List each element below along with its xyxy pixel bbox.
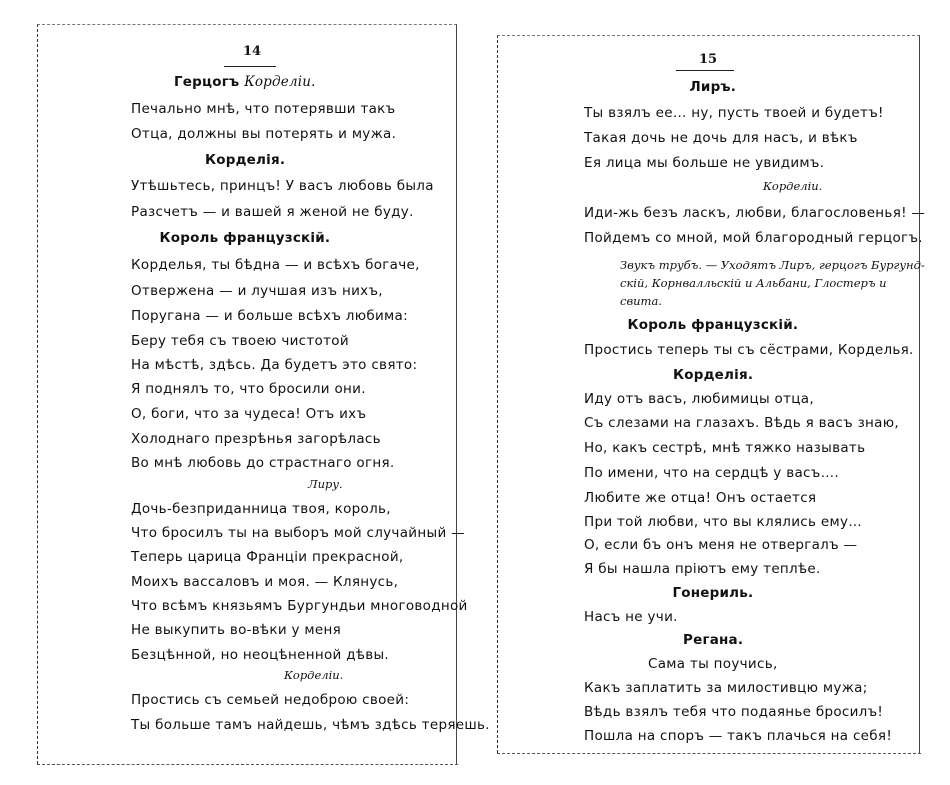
- verse-line: Простись съ семьей недоброю своей:: [131, 692, 410, 708]
- verse-line: Безцѣнной, но неоцѣненной дѣвы.: [131, 647, 390, 663]
- verse-line: Иди-жь безъ ласкъ, любви, благословенья! —: [584, 205, 926, 221]
- verse-line: Что бросилъ ты на выборъ мой случайный —: [131, 525, 465, 541]
- stage-direction: Лиру.: [308, 477, 343, 491]
- verse-line: Вѣдь взялъ тебя что подаянье бросилъ!: [584, 704, 884, 720]
- verse-line: Утѣшьтесь, принцъ! У васъ любовь была: [131, 178, 434, 194]
- verse-line: Не выкупить во-вѣки у меня: [131, 622, 342, 638]
- verse-line: Поругана — и больше всѣхъ любима:: [131, 308, 408, 324]
- verse-line: При той любви, что вы клялись ему…: [584, 514, 863, 530]
- speaker-name: Корделiя.: [205, 152, 286, 168]
- right-page-number: 15: [699, 52, 718, 67]
- speaker-name: Регана.: [683, 632, 744, 648]
- verse-line: Насъ не учи.: [584, 609, 678, 625]
- stage-direction: скiй, Корнвалльскiй и Альбани, Глостеръ и: [620, 276, 887, 290]
- verse-line: Во мнѣ любовь до страстнаго огня.: [131, 455, 395, 471]
- stage-direction: Корделiи.: [284, 668, 344, 682]
- verse-line: Корделья, ты бѣдна — и всѣхъ богаче,: [131, 257, 420, 273]
- speaker-name: Король французскiй.: [627, 317, 799, 333]
- verse-line: Простись теперь ты съ сёстрами, Корделья.: [584, 342, 914, 358]
- verse-line: Беру тебя съ твоею чистотой: [131, 333, 349, 349]
- left-page-bottom-rule: [37, 764, 458, 765]
- verse-line: Ты больше тамъ найдешь, чѣмъ здѣсь теряешь.: [131, 717, 490, 733]
- verse-line: О, если бъ онъ меня не отвергалъ —: [584, 537, 858, 553]
- verse-line: Разсчетъ — и вашей я женой не буду.: [131, 204, 414, 220]
- verse-line: Холоднаго презрѣнья загорѣлась: [131, 431, 381, 447]
- verse-line: Ты взялъ ее… ну, пусть твоей и будетъ!: [584, 105, 884, 121]
- verse-line: Моихъ вассаловъ и моя. — Клянусь,: [131, 574, 399, 590]
- verse-line: Какъ заплатить за милостивцю мужа;: [584, 680, 868, 696]
- speaker-name: Герцогъ Корделiи.: [174, 74, 316, 90]
- stage-direction: Корделiи.: [763, 179, 823, 193]
- verse-line: Я поднялъ то, что бросили они.: [131, 381, 366, 397]
- right-page-bottom-rule: [497, 753, 921, 754]
- stage-direction: Звукъ трубъ. — Уходятъ Лиръ, герцогъ Бургунд-: [620, 258, 925, 272]
- right-page-number-rule: [676, 70, 734, 71]
- verse-line: Дочь-безприданница твоя, король,: [131, 501, 391, 517]
- speaker-name: Гонериль.: [672, 585, 754, 601]
- speaker-name: Король французскiй.: [159, 230, 331, 246]
- verse-line: Что всѣмъ князьямъ Бургундьи многоводной: [131, 598, 468, 614]
- verse-line: На мѣстѣ, здѣсь. Да будетъ это свято:: [131, 357, 418, 373]
- verse-line: Такая дочь не дочь для насъ, и вѣкъ: [584, 130, 858, 146]
- stage-direction: свита.: [620, 294, 662, 308]
- verse-line: Пойдемъ со мной, мой благородный герцогъ.: [584, 230, 923, 246]
- verse-line: По имени, что на сердцѣ у васъ….: [584, 465, 839, 481]
- left-page-number: 14: [243, 44, 262, 59]
- verse-line: Сама ты поучись,: [648, 656, 778, 672]
- verse-line: Отвержена — и лучшая изъ нихъ,: [131, 283, 383, 299]
- verse-line: Съ слезами на глазахъ. Вѣдь я васъ знаю,: [584, 415, 899, 431]
- verse-line: Но, какъ сестрѣ, мнѣ тяжко называть: [584, 440, 866, 456]
- verse-line: Ея лица мы больше не увидимъ.: [584, 155, 825, 171]
- verse-line: Печально мнѣ, что потерявши такъ: [131, 101, 396, 117]
- verse-line: Теперь царица Францiи прекрасной,: [131, 549, 404, 565]
- verse-line: Любите же отца! Онъ остается: [584, 490, 817, 506]
- verse-line: Отца, должны вы потерять и мужа.: [131, 126, 397, 142]
- verse-line: О, боги, что за чудеса! Отъ ихъ: [131, 406, 367, 422]
- speaker-name: Корделiя.: [673, 367, 754, 383]
- verse-line: Иду отъ васъ, любимицы отца,: [584, 391, 814, 407]
- verse-line: Пошла на споръ — такъ плачься на себя!: [584, 728, 893, 744]
- left-page-number-rule: [224, 66, 276, 67]
- speaker-name: Лиръ.: [689, 79, 737, 95]
- verse-line: Я бы нашла прiютъ ему теплѣе.: [584, 561, 821, 577]
